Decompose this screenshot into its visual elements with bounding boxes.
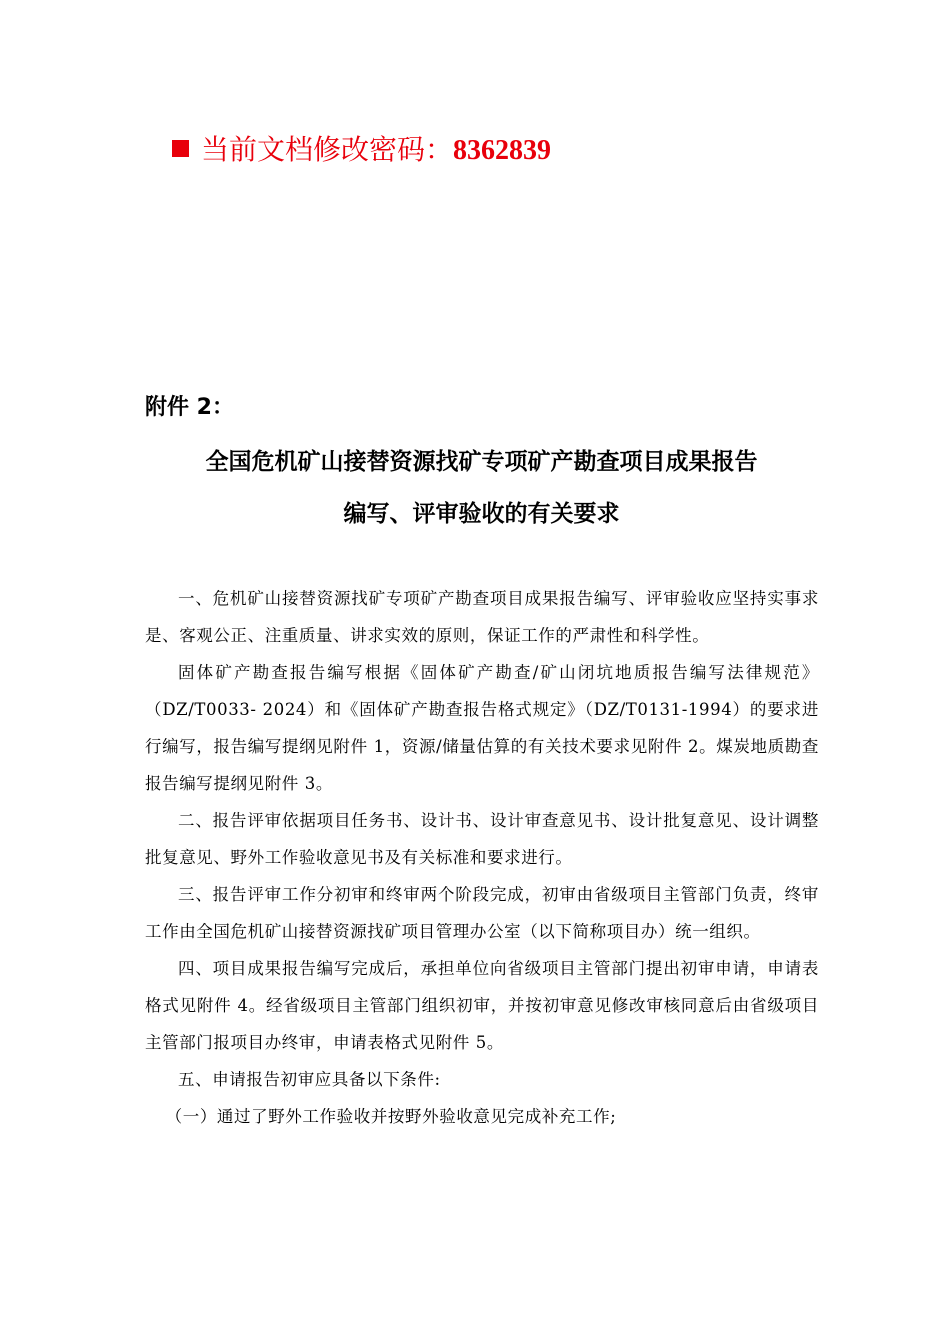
document-title-line-1: 全国危机矿山接替资源找矿专项矿产勘查项目成果报告 xyxy=(205,449,758,475)
notice-label: 当前文档修改密码： xyxy=(201,133,454,166)
paragraph-5: 四、项目成果报告编写完成后，承担单位向省级项目主管部门提出初审申请，申请表格式见附件 4。经省级项目主管部门组织初审，并按初审意见修改审核同意后由省级项目主管部门报项目办终审，申请表格式见附件 5。 xyxy=(145,959,819,1052)
paragraph-4: 三、报告评审工作分初审和终审两个阶段完成，初审由省级项目主管部门负责，终审工作由全国危机矿山接替资源找矿项目管理办公室（以下简称项目办）统一组织。 xyxy=(145,885,819,941)
document-body xyxy=(145,580,819,1135)
attachment-label: 附件 2： xyxy=(145,395,234,420)
paragraph-3: 二、报告评审依据项目任务书、设计书、设计审查意见书、设计批复意见、设计调整批复意见、野外工作验收意见书及有关标准和要求进行。 xyxy=(145,811,819,867)
password-notice xyxy=(172,128,551,173)
red-square-icon xyxy=(172,140,189,157)
paragraph-1: 一、危机矿山接替资源找矿专项矿产勘查项目成果报告编写、评审验收应坚持实事求是、客观公正、注重质量、讲求实效的原则，保证工作的严肃性和科学性。 xyxy=(145,589,819,645)
document-title-line-2: 编写、评审验收的有关要求 xyxy=(343,501,620,527)
paragraph-6: 五、申请报告初审应具备以下条件: xyxy=(178,1070,441,1089)
password-code: 8362839 xyxy=(453,135,552,166)
paragraph-2: 固体矿产勘查报告编写根据《固体矿产勘查/矿山闭坑地质报告编写法律规范》（DZ/T0033- 2024）和《固体矿产勘查报告格式规定》（DZ/T0131-1994）的要求进行编写，报告编写提纲见附件 1，资源/储量估算的有关技术要求见附件 2。煤炭地质勘查报告编写提纲见附件 3。 xyxy=(145,663,819,793)
paragraph-7: （一）通过了野外工作验收并按野外验收意见完成补充工作; xyxy=(165,1107,617,1126)
